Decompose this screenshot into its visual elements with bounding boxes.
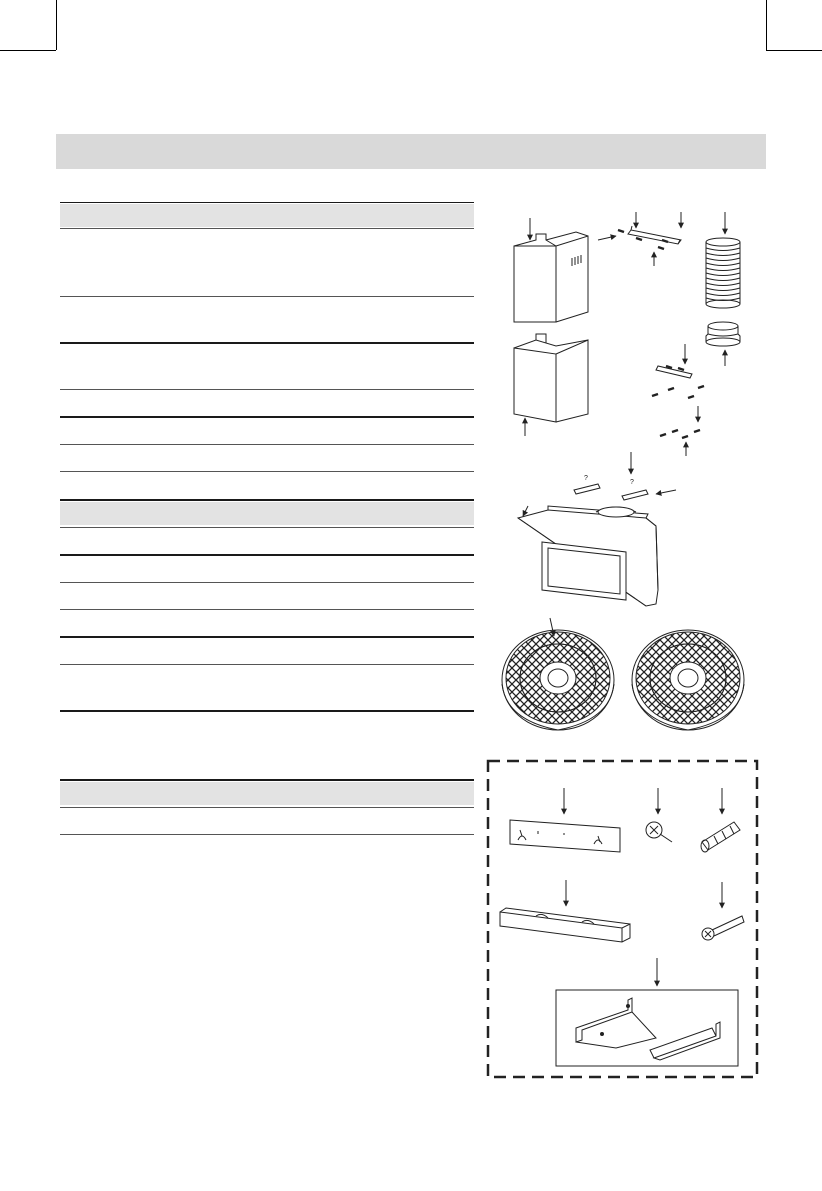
wall-plug-icon [701,788,740,852]
crop-mark-top-left-horizontal [0,50,56,51]
svg-text:?: ? [584,475,588,482]
table-rule [60,582,474,583]
carbon-filter-icon [632,630,744,730]
hood-body-icon [518,506,658,606]
small-bracket-icon [656,344,692,378]
table-header-band [60,782,474,805]
table-subheader-band [60,502,474,525]
upper-chimney-cover-icon [514,218,588,322]
table-rule [60,444,474,445]
table-rule [60,389,474,390]
small-bracket-icon [574,452,676,500]
table-rule [60,342,474,344]
flexible-duct-icon [706,212,740,308]
section-banner [56,134,766,169]
table-rule [60,527,474,528]
crop-mark-top-right-vertical [766,0,767,50]
table-rule [60,202,474,203]
screw-icon [646,788,672,842]
table-header-band [60,204,474,227]
long-bracket-icon [500,880,630,942]
table-rule [60,779,474,781]
parts-illustration [476,200,766,1085]
table-rule [60,499,474,501]
crop-mark-top-left-vertical [56,0,57,50]
lower-chimney-cover-icon [514,334,588,436]
table-rule [60,609,474,610]
table-rule [60,834,474,835]
table-rule [60,296,474,297]
table-rule [60,228,474,229]
table-rule [60,554,474,556]
long-screw-icon [702,882,744,940]
screws-icon [652,386,704,456]
carbon-filter-icon [502,618,614,730]
duct-adapter-icon [706,322,740,366]
table-rule [60,710,474,712]
table-rule [60,807,474,808]
chimney-bracket-icon [598,212,681,266]
table-rule [60,416,474,418]
table-rule [60,664,474,665]
crop-mark-top-right-horizontal [766,50,822,51]
wall-bracket-icon [510,788,620,852]
svg-text:?: ? [630,479,634,486]
angle-bracket-icon [556,958,738,1066]
table-rule [60,636,474,638]
table-rule [60,471,474,472]
